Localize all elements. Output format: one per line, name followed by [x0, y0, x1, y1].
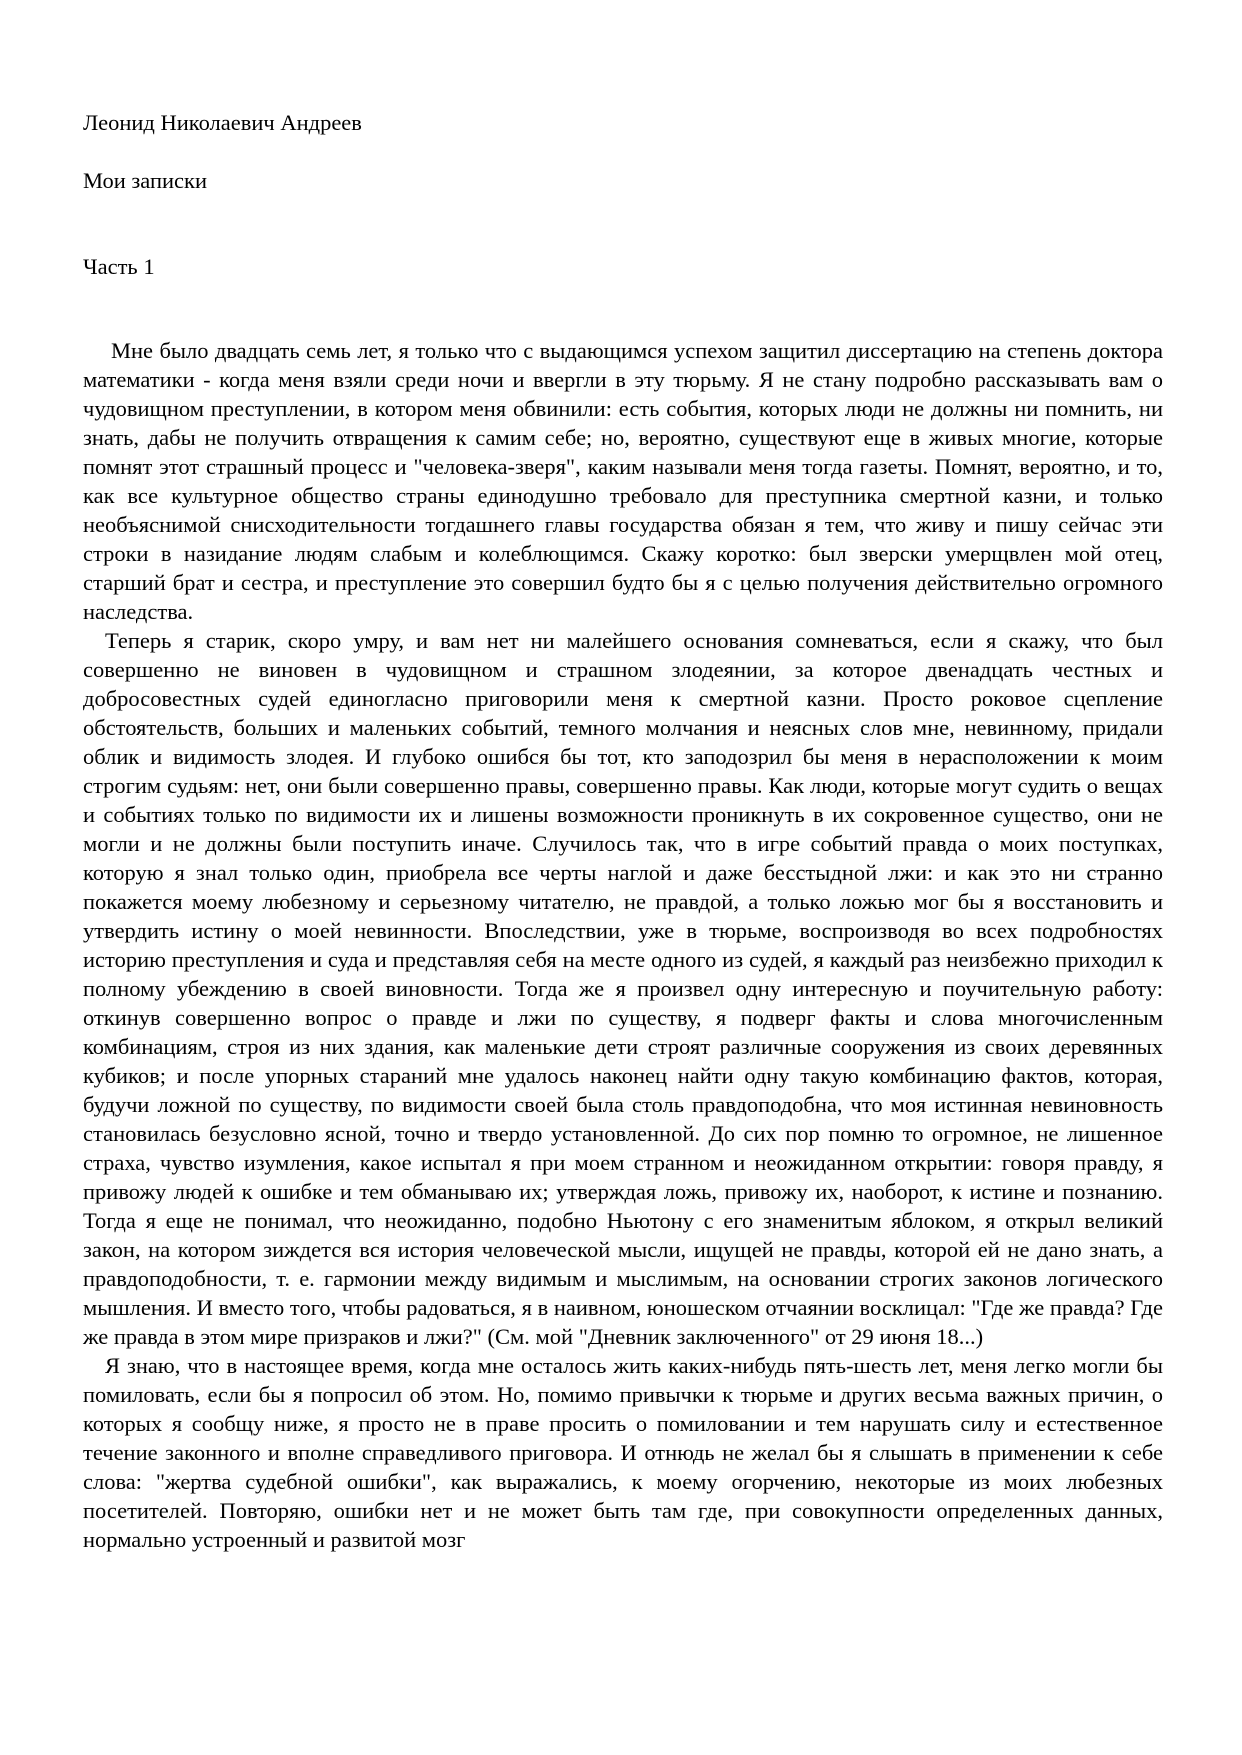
part-heading: Часть 1 [83, 254, 155, 279]
paragraph: Мне было двадцать семь лет, я только что с выдающимся успехом защитил диссертацию на степень доктора математики - когда меня взяли среди ночи и ввергли в эту тюрьму. Я не стану подробно рассказывать вам о чудовищном преступлении, в котором меня обвинили: есть события, которых люди не должны ни помнить, ни знать, дабы не получить отвращения к самим себе; но, вероятно, существуют еще в живых многие, которые помнят этот страшный процесс и "человека-зверя", каким называли меня тогда газеты. Помнят, вероятно, и то, как все культурное общество страны единодушно требовало для преступника смертной казни, и только необъяснимой снисходительности тогдашнего главы государства обязан я тем, что живу и пишу сейчас эти строки в назидание людям слабым и колеблющимся. Скажу коротко: был зверски умерщвлен мой отец, старший брат и сестра, и преступление это совершил будто бы я с целью получения действительно огромного наследства. [83, 338, 1163, 624]
paragraph: Теперь я старик, скоро умру, и вам нет ни малейшего основания сомневаться, если я скажу, что был совершенно не виновен в чудовищном и страшном злодеянии, за которое двенадцать честных и добросовестных судей единогласно приговорили меня к смертной казни. Просто роковое сцепление обстоятельств, больших и маленьких событий, темного молчания и неясных слов мне, невинному, придали облик и видимость злодея. И глубоко ошибся бы тот, кто заподозрил бы меня в нерасположении к моим строгим судьям: нет, они были совершенно правы, совершенно правы. Как люди, которые могут судить о вещах и событиях только по видимости их и лишены возможности проникнуть в их сокровенное существо, они не могли и не должны были поступить иначе. Случилось так, что в игре событий правда о моих поступках, которую я знал только один, приобрела все черты наглой и даже бесстыдной лжи: и как это ни странно покажется моему любезному и серьезному читателю, не правдой, а только ложью мог бы я восстановить и утвердить истину о моей невинности. Впоследствии, уже в тюрьме, воспроизводя во всех подробностях историю преступления и суда и представляя себя на месте одного из судей, я каждый раз неизбежно приходил к полному убеждению в своей виновности. Тогда же я произвел одну интересную и поучительную работу: откинув совершенно вопрос о правде и лжи по существу, я подверг факты и слова многочисленным комбинациям, строя из них здания, как маленькие дети строят различные сооружения из своих деревянных кубиков; и после упорных стараний мне удалось наконец найти одну такую комбинацию фактов, которая, будучи ложной по существу, по видимости своей была столь правдоподобна, что моя истинная невиновность становилась безусловно ясной, точно и твердо установленной. До сих пор помню то огромное, не лишенное страха, чувство изумления, какое испытал я при моем странном и неожиданном открытии: говоря правду, я привожу людей к ошибке и тем обманываю их; утверждая ложь, привожу их, наоборот, к истине и познанию. Тогда я еще не понимал, что неожиданно, подобно Ньютону с его знаменитым яблоком, я открыл великий закон, на котором зиждется вся история человеческой мысли, ищущей не правды, которой ей не дано знать, а правдоподобности, т. е. гармонии между видимым и мыслимым, на основании строгих законов логического мышления. И вместо того, чтобы радоваться, я в наивном, юношеском отчаянии восклицал: "Где же правда? Где же правда в этом мире призраков и лжи?" (См. мой "Дневник заключенного" от 29 июня 18...) [83, 628, 1163, 1349]
author-name: Леонид Николаевич Андреев [83, 110, 362, 135]
body-text [83, 336, 1163, 1554]
paragraph: Я знаю, что в настоящее время, когда мне осталось жить каких-нибудь пять-шесть лет, меня легко могли бы помиловать, если бы я попросил об этом. Но, помимо привычки к тюрьме и других весьма важных причин, о которых я сообщу ниже, я просто не в праве просить о помиловании и тем нарушать силу и естественное течение законного и вполне справедливого приговора. И отнюдь не желал бы я слышать в применении к себе слова: "жертва судебной ошибки", как выражались, к моему огорчению, некоторые из моих любезных посетителей. Повторяю, ошибки нет и не может быть там где, при совокупности определенных данных, нормально устроенный и развитой мозг [83, 1353, 1163, 1552]
book-title: Мои записки [83, 168, 207, 193]
